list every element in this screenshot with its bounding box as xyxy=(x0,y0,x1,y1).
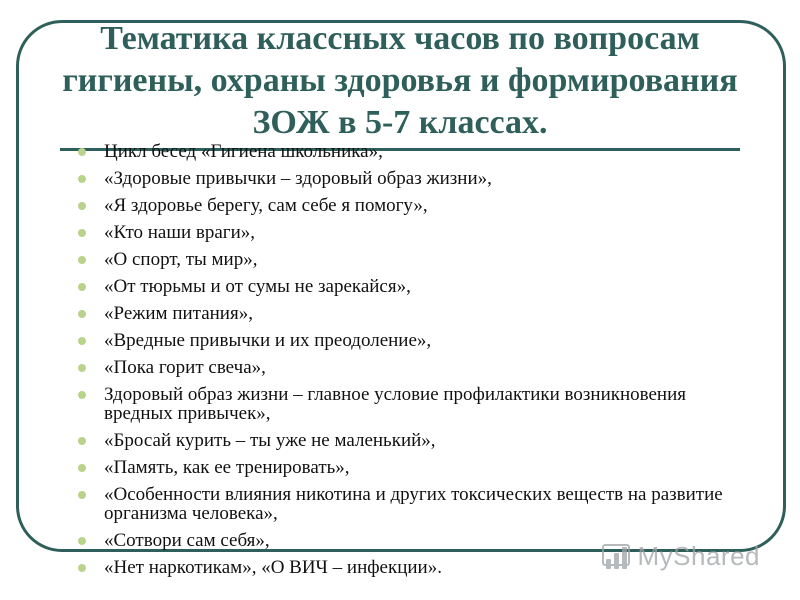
bullet-icon xyxy=(78,491,86,499)
list-item xyxy=(78,250,758,269)
list-item-text: «От тюрьмы и от сумы не зарекайся», xyxy=(104,276,411,297)
list-item-text: Цикл бесед «Гигиена школьника», xyxy=(104,141,383,162)
list-item xyxy=(78,385,758,423)
list-item-text: «Пока горит свеча», xyxy=(104,357,266,378)
list-item-text: «Здоровые привычки – здоровый образ жизни», xyxy=(104,168,492,189)
list-item xyxy=(78,458,758,477)
chart-monitor-icon xyxy=(602,542,632,572)
bullet-icon xyxy=(78,437,86,445)
bullet-icon xyxy=(78,175,86,183)
bullet-icon xyxy=(78,256,86,264)
bullet-icon xyxy=(78,229,86,237)
bullet-icon xyxy=(78,364,86,372)
list-item-text: «Память, как ее тренировать», xyxy=(104,457,350,478)
list-item-text: «Кто наши враги», xyxy=(104,222,256,243)
list-item xyxy=(78,485,758,523)
list-item-text: «Вредные привычки и их преодоление», xyxy=(104,330,432,351)
list-item-text: «Режим питания», xyxy=(104,303,253,324)
bullet-icon xyxy=(78,310,86,318)
watermark-text: MyShared xyxy=(637,541,760,571)
list-item-text: «Сотвори сам себя», xyxy=(104,530,270,551)
list-item-text: «Особенности влияния никотина и других токсических веществ на развитие организма человека», xyxy=(104,484,723,524)
list-item xyxy=(78,142,758,161)
list-item xyxy=(78,277,758,296)
bullet-icon xyxy=(78,564,86,572)
list-item-text: «Бросай курить – ты уже не маленький», xyxy=(104,430,436,451)
slide-title: Тематика классных часов по вопросам гигиены, охраны здоровья и формирования ЗОЖ в 5-7 классах. xyxy=(62,20,738,141)
list-item-text: «О спорт, ты мир», xyxy=(104,249,258,270)
list-item-text: «Нет наркотикам», «О ВИЧ – инфекции». xyxy=(104,557,442,578)
bullet-icon xyxy=(78,537,86,545)
bullet-icon xyxy=(78,464,86,472)
bullet-icon xyxy=(78,283,86,291)
list-item xyxy=(78,304,758,323)
topic-list xyxy=(78,142,758,585)
watermark xyxy=(602,541,761,572)
list-item xyxy=(78,331,758,350)
list-item xyxy=(78,169,758,188)
bullet-icon xyxy=(78,202,86,210)
list-item xyxy=(78,223,758,242)
bullet-icon xyxy=(78,337,86,345)
bullet-icon xyxy=(78,148,86,156)
list-item-text: Здоровый образ жизни – главное условие профилактики возникновения вредных привычек», xyxy=(104,384,687,424)
list-item-text: «Я здоровье берегу, сам себе я помогу», xyxy=(104,195,428,216)
list-item xyxy=(78,358,758,377)
list-item xyxy=(78,431,758,450)
list-item xyxy=(78,196,758,215)
bullet-icon xyxy=(78,391,86,399)
